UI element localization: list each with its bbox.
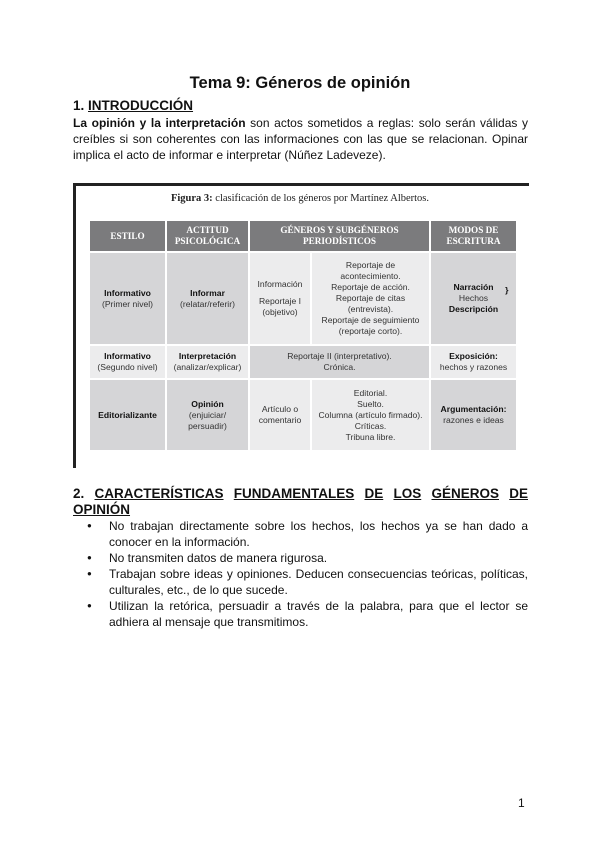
row3-genero-b-line: Tribuna libre. — [345, 431, 396, 442]
row3-actitud-sub1: (enjuiciar/ — [188, 409, 227, 420]
row3-genero-b-line: Suelto. — [357, 398, 384, 409]
row3-estilo-label: Editorializante — [98, 409, 157, 420]
intro-bold-lead: La opinión y la interpretación — [73, 116, 246, 130]
row1-genero-b — [312, 253, 429, 344]
section-2-heading-line1 — [73, 486, 528, 502]
header-estilo: ESTILO — [90, 221, 165, 251]
section-2-heading — [73, 486, 528, 518]
row2-actitud-sub: (analizar/explicar) — [173, 362, 242, 372]
page-title: Tema 9: Géneros de opinión — [189, 74, 411, 92]
row1-genero-b-line: Reportaje de seguimiento — [321, 315, 420, 325]
row3-actitud — [167, 380, 248, 450]
row2-estilo — [90, 346, 165, 378]
row1-actitud-label: Informar — [190, 287, 225, 298]
row1-modo-narracion: Narración — [453, 282, 494, 292]
row1-estilo-label: Informativo — [104, 287, 151, 298]
header-actitud — [167, 221, 248, 251]
figure-caption — [0, 193, 600, 204]
row2-actitud-label: Interpretación — [178, 351, 237, 361]
row1-estilo-sub: (Primer nivel) — [101, 298, 154, 309]
figure-caption-label: Figura 3: — [170, 193, 213, 204]
list-item: ● No transmiten datos de manera rigurosa. — [73, 550, 528, 566]
section-2-word: FUNDAMENTALES — [233, 486, 355, 501]
row2-generos — [250, 346, 429, 378]
row1-actitud-sub: (relatar/referir) — [180, 298, 235, 309]
row3-actitud-sub2: persuadir) — [188, 420, 227, 431]
section-1-number: 1. — [73, 98, 85, 113]
row1-genero-a-line1: Información — [257, 279, 303, 289]
page-number: 1 — [518, 796, 525, 810]
figure-caption-text: clasificación de los géneros por Martínez Albertos. — [212, 193, 430, 204]
header-modos — [431, 221, 516, 251]
row3-genero-b-line: Críticas. — [354, 420, 387, 431]
section-2-word: DE — [364, 486, 384, 501]
row3-estilo — [90, 380, 165, 450]
row1-genero-a — [250, 253, 310, 344]
row2-actitud — [167, 346, 248, 378]
section-2-word: GÉNEROS — [431, 486, 499, 501]
header-generos — [250, 221, 429, 251]
section-2-word: DE — [509, 486, 528, 501]
row3-genero-a — [250, 380, 310, 450]
figure-top-border — [73, 183, 529, 186]
row2-modo — [431, 346, 516, 378]
row2-estilo-label: Informativo — [104, 351, 151, 361]
header-generos-line1: GÉNEROS Y SUBGÉNEROS — [280, 225, 399, 235]
brace-icon: } — [505, 285, 509, 295]
row2-modo-label: Exposición: — [449, 351, 498, 361]
row3-modo — [431, 380, 516, 450]
intro-paragraph — [73, 115, 528, 163]
section-1-heading — [73, 98, 193, 113]
row2-modo-sub: hechos y razones — [439, 362, 508, 372]
row1-genero-b-line: acontecimiento. — [340, 271, 401, 281]
row3-genero-a-line2: comentario — [258, 415, 302, 425]
row2-generos-line1: Reportaje II (interpretativo). — [287, 351, 392, 361]
row1-genero-a-line3: (objetivo) — [262, 307, 298, 317]
row1-genero-b-line: Reportaje de citas — [335, 293, 406, 303]
row3-genero-b — [312, 380, 429, 450]
row1-actitud — [167, 253, 248, 344]
list-item: ● Trabajan sobre ideas y opiniones. Deducen consecuencias teóricas, políticas, culturales, etc., de lo que sucede. — [73, 566, 528, 598]
row3-modo-sub: razones e ideas — [443, 415, 504, 425]
row3-genero-b-line: Columna (artículo firmado). — [318, 409, 423, 420]
header-actitud-line1: ACTITUD — [186, 225, 229, 235]
row2-generos-line2: Crónica. — [323, 362, 356, 372]
row1-genero-b-line: (entrevista). — [347, 304, 394, 314]
header-generos-line2: PERIODÍSTICOS — [302, 236, 376, 246]
intro-text: son actos sometidos a reglas: solo serán válidas y creíbles si son coherentes con las informaciones con las que se relacionan. Opinar implica el acto de informar e interpretar (Núñez Ladeveze). — [73, 116, 528, 162]
row2-estilo-sub: (Segundo nivel) — [97, 362, 158, 372]
header-modos-line2: ESCRITURA — [446, 236, 501, 246]
characteristics-list — [73, 518, 528, 630]
row3-actitud-label: Opinión — [191, 398, 224, 409]
row1-genero-b-line: (reportaje corto). — [338, 326, 403, 336]
figure-left-border — [73, 183, 76, 468]
row1-estilo — [90, 253, 165, 344]
row1-modo — [431, 253, 516, 344]
list-item: ● No trabajan directamente sobre los hechos, los hechos ya se han dado a conocer en la información. — [73, 518, 528, 550]
section-2-word: LOS — [393, 486, 422, 501]
section-2-word: CARACTERÍSTICAS — [94, 486, 224, 501]
row1-modo-hechos: Hechos — [458, 293, 489, 303]
row1-genero-b-line: Reportaje de acción. — [331, 282, 410, 292]
row3-genero-a-line1: Artículo o — [261, 404, 299, 414]
list-item: ● Utilizan la retórica, persuadir a través de la palabra, para que el lector se adhiera al mensaje que transmitimos. — [73, 598, 528, 630]
section-2-number: 2. — [73, 486, 85, 501]
section-2-heading-line2: OPINIÓN — [73, 502, 131, 517]
row3-modo-label: Argumentación: — [440, 404, 507, 414]
row1-modo-descripcion: Descripción — [448, 304, 499, 314]
row3-genero-b-line: Editorial. — [353, 387, 388, 398]
header-modos-line1: MODOS DE — [448, 225, 499, 235]
section-1-title: INTRODUCCIÓN — [88, 98, 194, 113]
row1-genero-b-line: Reportaje de — [345, 260, 396, 270]
header-actitud-line2: PSICOLÓGICA — [174, 236, 241, 246]
row1-genero-a-line2: Reportaje I — [258, 296, 302, 306]
